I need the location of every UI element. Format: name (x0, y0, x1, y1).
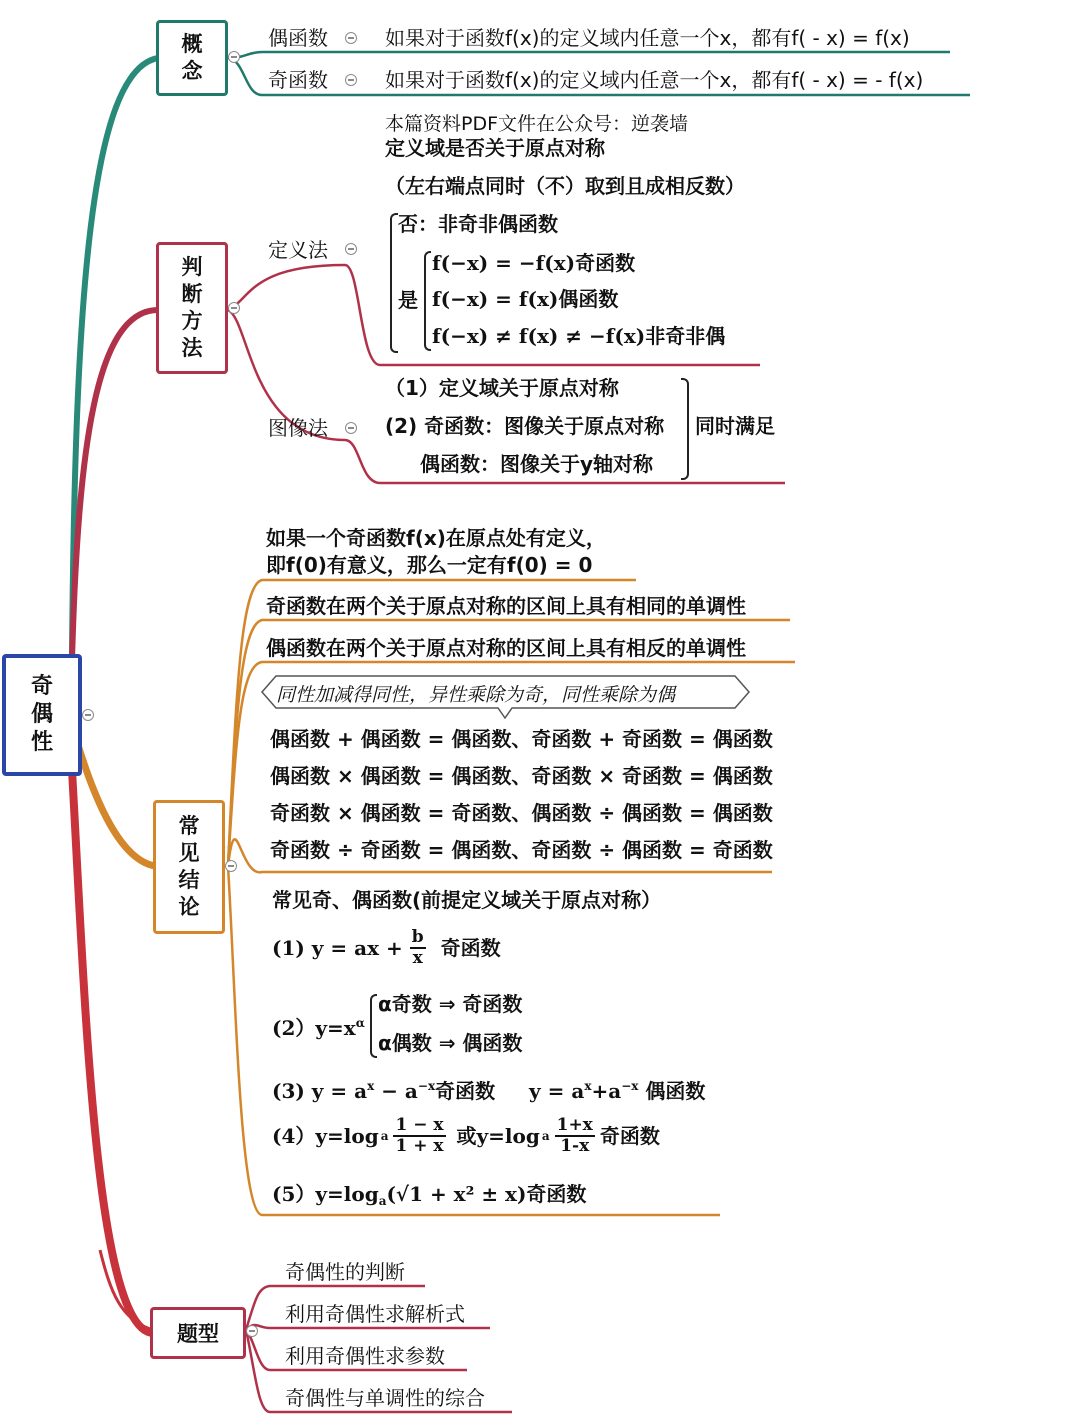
formula-4-fraction-2 (555, 1116, 595, 1156)
formula-4-denominator-1: 1 + x (395, 1136, 444, 1156)
rule-1: 偶函数 + 偶函数 = 偶函数、奇函数 + 奇函数 = 偶函数 (270, 727, 773, 751)
formula-1-fraction (410, 928, 426, 968)
formula-4-numerator-2: 1+x (556, 1115, 593, 1135)
domain-symmetric-question: 定义域是否关于原点对称 (385, 136, 605, 160)
neither-condition: f(−x) ≠ f(x) ≠ −f(x)非奇非偶 (432, 324, 726, 348)
odd-condition: f(−x) = −f(x)奇函数 (432, 251, 636, 275)
formula-1-denominator: x (412, 948, 423, 968)
formula-1-tail: 奇函数 (440, 936, 501, 960)
formula-3-part-b: y = a (529, 1079, 585, 1103)
even-function-definition: 如果对于函数f(x)的定义域内任意一个x，都有f( - x) = f(x) (385, 26, 910, 50)
formula-5-label: (5）y=log (272, 1182, 379, 1206)
rule-2: 偶函数 × 偶函数 = 偶函数、奇函数 × 奇函数 = 偶函数 (270, 764, 773, 788)
type-item[interactable]: 利用奇偶性求参数 (285, 1344, 445, 1368)
brace-right (681, 378, 689, 480)
collapse-toggle-icon[interactable] (225, 860, 237, 872)
formula-5-body: (√1 + x² ± x)奇函数 (386, 1182, 587, 1206)
formula-4: (4）y=log a $\frac{1 - x}{1 + x}$ 或y=log a $\frac{1+x}{1-x}$ 奇函数 (272, 1115, 660, 1156)
formula-1-label: (1) y = ax + (272, 936, 403, 960)
watermark-text: 本篇资料PDF文件在公众号：逆袭墙 (385, 113, 689, 135)
even-function-label: 偶函数 (268, 26, 328, 50)
brace-outer (390, 213, 398, 353)
formula-2-case-a: α奇数 ⇒ 奇函数 (378, 992, 523, 1016)
conclusions-node[interactable]: 常见结论 (153, 800, 225, 934)
brace-formula-2 (370, 994, 377, 1058)
graph-condition-3: 偶函数：图像关于y轴对称 (420, 452, 654, 476)
branch-types (72, 770, 153, 1333)
conclusion-1b: 即f(0)有意义，那么一定有f(0) = 0 (266, 553, 593, 577)
common-functions-title: 常见奇、偶函数(前提定义域关于原点对称） (272, 888, 662, 912)
formula-2-text: (2）y=x (272, 1016, 356, 1040)
definition-method-label: 定义法 (268, 238, 328, 262)
formula-2-superscript: α (355, 1016, 365, 1030)
collapse-toggle-icon[interactable] (228, 51, 240, 63)
types-node[interactable] (150, 1307, 246, 1359)
even-condition: f(−x) = f(x)偶函数 (432, 287, 619, 311)
formula-1 (272, 928, 501, 968)
endpoint-note: （左右端点同时（不）取到且成相反数） (385, 174, 745, 198)
branch-judge (72, 310, 158, 660)
type-item[interactable]: 奇偶性与单调性的综合 (285, 1386, 485, 1410)
formula-3: (3) $y = a^x - a^{-x}$奇函数 $y = a^x+a^{-x}$ 偶函数 (272, 1079, 706, 1103)
formula-2-case-b: α偶数 ⇒ 偶函数 (378, 1031, 523, 1055)
conclusion-1a: 如果一个奇函数f(x)在原点处有定义， (266, 526, 606, 550)
formula-4-middle: 或y=log (456, 1124, 540, 1148)
collapse-toggle-icon[interactable] (82, 709, 94, 721)
formula-4-label: (4）y=log (272, 1124, 379, 1148)
both-satisfied: 同时满足 (695, 414, 775, 438)
rule-3: 奇函数 × 偶函数 = 奇函数、偶函数 ÷ 偶函数 = 偶函数 (270, 801, 773, 825)
branch-conclusions (78, 745, 155, 866)
formula-5: $(5)y=\log_a(√1 + x^2 \pm x)$奇函数 (272, 1182, 587, 1208)
collapse-toggle-icon[interactable] (345, 422, 357, 434)
branch-concept (72, 58, 158, 655)
judge-node[interactable]: 判断方法 (156, 242, 228, 374)
concept-node[interactable]: 概念 (156, 20, 228, 96)
formula-3-part-a: (3) y = a (272, 1079, 368, 1103)
formula-4-denominator-2: 1-x (560, 1136, 590, 1156)
type-item[interactable]: 利用奇偶性求解析式 (285, 1302, 465, 1326)
formula-1-numerator: b (411, 927, 424, 947)
rule-4: 奇函数 ÷ 奇函数 = 偶函数、奇函数 ÷ 偶函数 = 奇函数 (270, 838, 773, 862)
collapse-toggle-icon[interactable] (228, 302, 240, 314)
type-item[interactable]: 奇偶性的判断 (285, 1260, 405, 1284)
formula-2-label (272, 1011, 365, 1040)
types-label: 题型 (177, 1322, 219, 1346)
collapse-toggle-icon[interactable] (345, 32, 357, 44)
formula-4-tail: 奇函数 (599, 1124, 660, 1148)
graph-condition-2: (2) 奇函数：图像关于原点对称 (385, 414, 665, 438)
formula-4-fraction-1 (393, 1116, 445, 1156)
collapse-toggle-icon[interactable] (246, 1325, 258, 1337)
collapse-toggle-icon[interactable] (345, 74, 357, 86)
yes-branch: 是 (398, 288, 418, 312)
formula-3-tail-a: 奇函数 (435, 1079, 496, 1103)
formula-4-numerator-1: 1 − x (395, 1115, 444, 1135)
root-node[interactable]: 奇偶性 (2, 654, 82, 776)
collapse-toggle-icon[interactable] (345, 243, 357, 255)
odd-function-label: 奇函数 (268, 68, 328, 92)
formula-3-tail-b: 偶函数 (645, 1079, 706, 1103)
graph-condition-1: （1）定义域关于原点对称 (385, 376, 619, 400)
mnemonic-text: 同性加减得同性，异性乘除为奇，同性乘除为偶 (276, 684, 676, 706)
graph-method-label: 图像法 (268, 416, 328, 440)
odd-function-definition: 如果对于函数f(x)的定义域内任意一个x，都有f( - x) = - f(x) (385, 68, 924, 92)
no-branch: 否：非奇非偶函数 (398, 212, 558, 236)
brace-inner (424, 251, 431, 351)
conclusion-3: 偶函数在两个关于原点对称的区间上具有相反的单调性 (266, 636, 746, 660)
conclusion-2: 奇函数在两个关于原点对称的区间上具有相同的单调性 (266, 594, 746, 618)
